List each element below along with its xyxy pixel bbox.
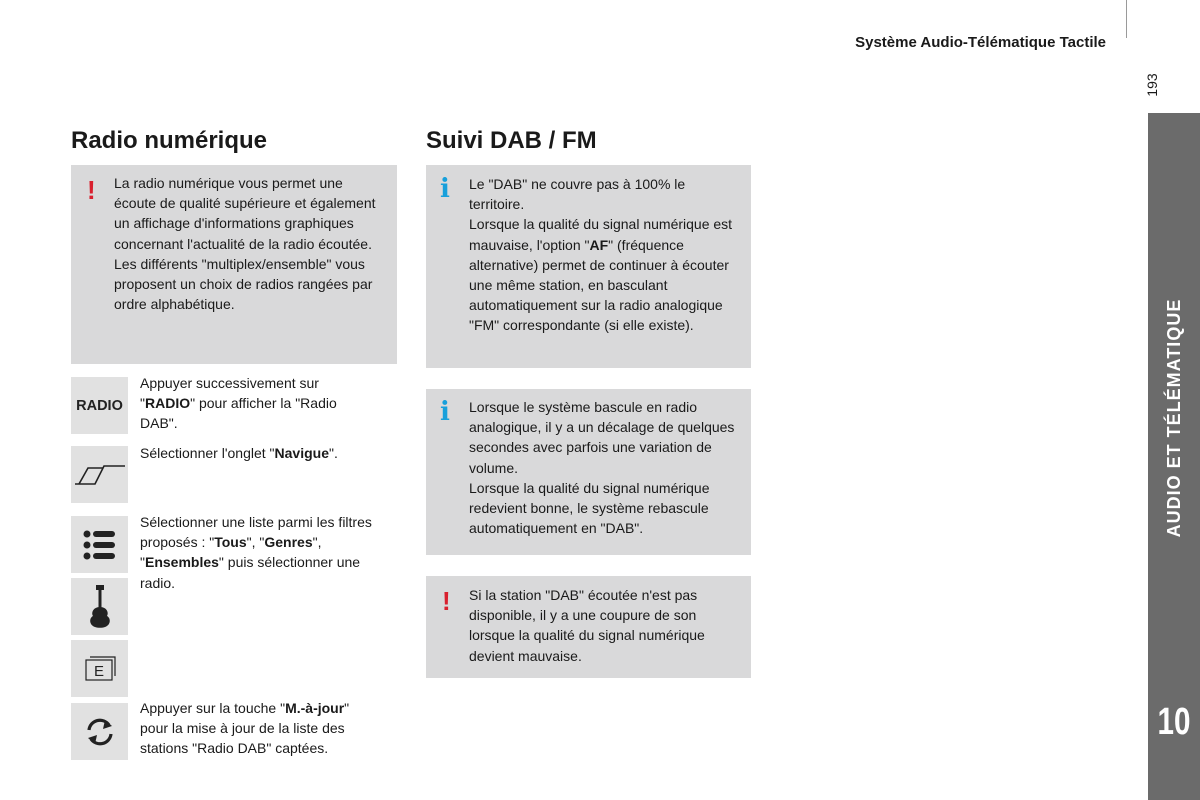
chapter-title: AUDIO ET TÉLÉMATIQUE [1164,298,1184,538]
page-number: 193 [1144,73,1160,97]
radio-button-icon [71,377,128,434]
navigate-tab-icon [71,446,128,503]
info-icon: i [440,397,450,427]
text-bold: Tous [214,534,247,551]
text-run: " pour afficher la "Radio DAB". [140,395,337,432]
text-bold: M.-à-jour [285,700,345,716]
step-filter-text [140,512,390,593]
guitar-icon [71,578,128,635]
list-icon [71,516,128,573]
info-note-text-2: Lorsque le système bascule en radio analogique, il y a un décalage de quelques secondes avec parfois une variation de volume. Lorsque la qualité du signal numérique redevient bonne, le système rebascule automatiquement en "DAB". [469,399,735,537]
text-run: Sélectionner une liste parmi les filtres proposés : " [140,514,372,551]
text-run: " pour la mise à jour de la liste des stations "Radio DAB" captées. [140,700,350,757]
chapter-number: 10 [1157,701,1191,743]
warning-note-box [71,165,397,364]
text-run: " (fréquence alternative) permet de continuer à écouter une même station, en basculant automatiquement sur la radio analogique "FM" correspondante (si elle existe). [469,236,729,334]
chapter-tab [1148,113,1200,800]
radio-button-label: RADIO [76,397,123,414]
text-bold: Navigue [274,445,329,461]
ensemble-icon [71,640,128,697]
text-run: ", " [246,534,265,551]
text-bold: AF [589,236,609,253]
warning-icon: ! [442,586,451,616]
ensemble-icon-letter: E [93,662,104,680]
step-navigue-text [140,443,390,463]
step-update-text [140,698,380,759]
info-note-box-2 [426,389,751,555]
refresh-icon [71,703,128,760]
info-icon: i [440,174,450,204]
text-run: Sélectionner l'onglet " [140,445,275,461]
section-title-radio-numerique: Radio numérique [71,127,268,154]
text-run: Appuyer sur la touche " [140,700,286,716]
info-note-text-1 [469,174,744,336]
text-run: " puis sélectionner une radio. [140,554,361,591]
info-note-box-1 [426,165,751,368]
text-run: Appuyer successivement sur " [140,375,319,412]
text-run: ". [328,445,338,461]
section-title-suivi-dab-fm: Suivi DAB / FM [426,127,597,154]
text-bold: RADIO [144,395,191,412]
text-run: Le "DAB" ne couvre pas à 100% le territoire. Lorsque la qualité du signal numérique est mauvaise, l'option " [469,176,733,253]
warning-note-text-2: Si la station "DAB" écoutée n'est pas disponible, il y a une coupure de son lorsque la qualité du signal numérique devient mauvaise. [469,587,705,664]
warning-note-text: La radio numérique vous permet une écoute de qualité supérieure et également un affichage d'informations graphiques concernant l'actualité de la radio écoutée. Les différents "multiplex/ensemble" vous proposent un choix de radios rangées par ordre alphabétique. [114,175,376,313]
step-radio-text [140,373,375,434]
page-header-title: Système Audio-Télématique Tactile [855,34,1106,51]
warning-note-box-2 [426,576,751,678]
text-run: ", " [140,534,322,571]
header-divider [1126,0,1127,38]
text-bold: Ensembles [144,554,219,571]
warning-icon: ! [87,175,96,205]
text-bold: Genres [264,534,313,551]
